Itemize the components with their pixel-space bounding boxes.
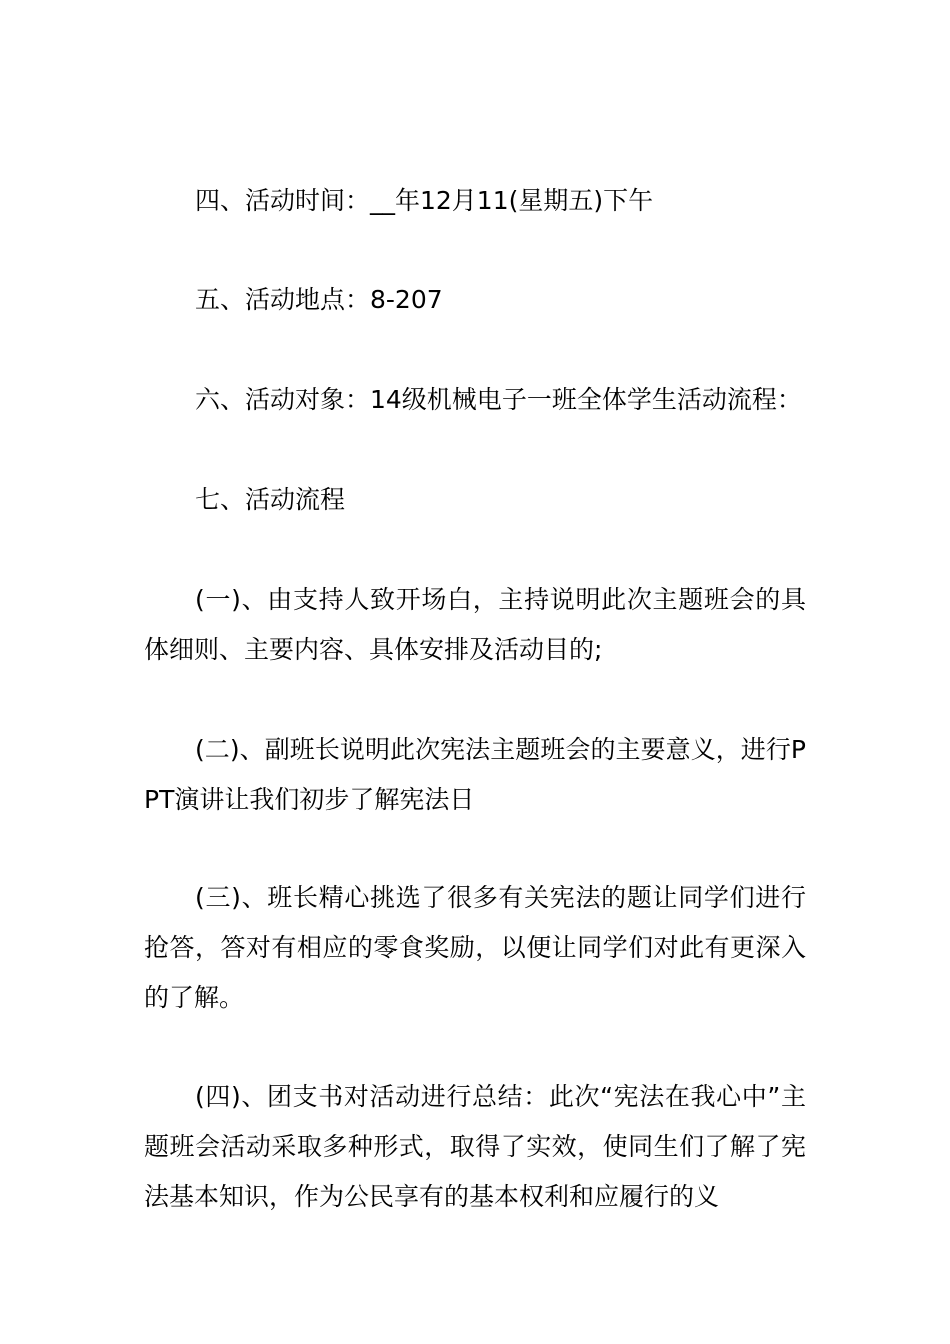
paragraph-activity-process-heading: 七、活动流程: [195, 485, 346, 514]
paragraph-activity-time: 四、活动时间：__年12月11(星期五)下午: [195, 186, 654, 215]
paragraph-step-four: (四)、团支书对活动进行总结：此次“宪法在我心中”主题班会活动采取多种形式，取得了实效，使同生们了解了宪法基本知识，作为公民享有的基本权利和应履行的义: [144, 1082, 806, 1211]
paragraph-activity-participants: 六、活动对象：14级机械电子一班全体学生活动流程：: [195, 385, 802, 414]
paragraph-activity-location: 五、活动地点：8-207: [195, 285, 443, 314]
paragraph-step-three: (三)、班长精心挑选了很多有关宪法的题让同学们进行抢答，答对有相应的零食奖励，以便让同学们对此有更深入的了解。: [144, 883, 806, 1012]
paragraph-step-one: (一)、由支持人致开场白，主持说明此次主题班会的具体细则、主要内容、具体安排及活动目的;: [144, 585, 806, 664]
paragraph-step-two: (二)、副班长说明此次宪法主题班会的主要意义，进行PPT演讲让我们初步了解宪法日: [144, 735, 806, 814]
